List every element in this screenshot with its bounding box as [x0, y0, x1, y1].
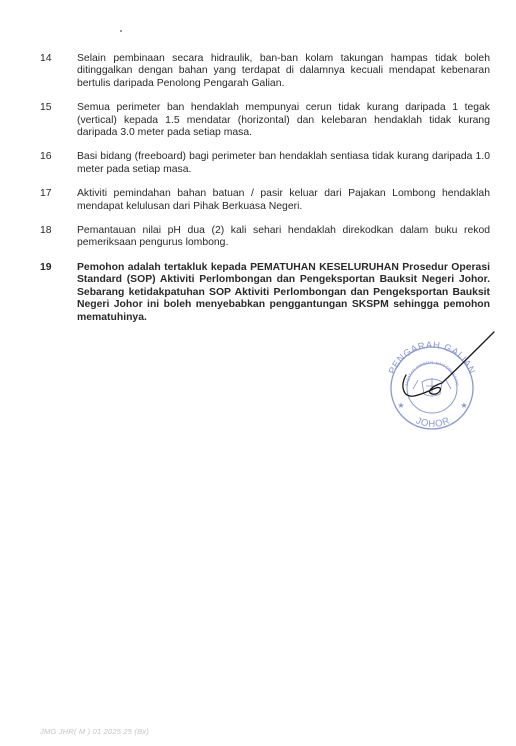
clause-number: 17	[40, 188, 52, 200]
svg-text:JOHOR	[414, 415, 452, 429]
clause-17	[40, 188, 490, 213]
clause-number: 14	[40, 53, 52, 64]
clause-number: 19	[40, 261, 52, 273]
svg-text:PENGARAH GALIAN	[387, 340, 477, 376]
clause-text: Basi bidang (freeboard) bagi perimeter ban hendaklah sentiasa tidak kurang daripada 1.0 meter pada setiap masa.	[77, 151, 490, 175]
signature	[403, 332, 494, 396]
stamp-inner-text: JABATAN MINERAL DAN GEOSAINS	[404, 359, 460, 387]
clause-text: Pemohon adalah tertakluk kepada PEMATUHAN KESELURUHAN Prosedur Operasi Standard (SOP) Aktiviti Perlombongan dan Pengeksportan Bauksit Negeri Johor. Sebarang ketidakpatuhan SOP Aktiviti Perlombongan dan Pengeksportan Bauksit Negeri Johor ini boleh menyebabkan penggantungan SKSPM sehingga pemohon mematuhinya.	[77, 261, 490, 323]
clause-number: 18	[40, 225, 52, 237]
stamp-seal	[387, 340, 477, 430]
stamp-star-left-icon: ★	[397, 401, 405, 410]
clause-text: Selain pembinaan secara hidraulik, ban-ban kolam takungan hampas tidak boleh ditinggalkan dengan bahan yang terdapat di dalamnya kecuali mendapat kebenaran bertulis daripada Penolong Pengarah Galian.	[77, 53, 490, 89]
clause-list	[40, 53, 490, 336]
clause-number: 15	[40, 102, 52, 114]
clause-15	[40, 102, 490, 139]
clause-text: Semua perimeter ban hendaklah mempunyai cerun tidak kurang daripada 1 tegak (vertical) kepada 1.5 mendatar (horizontal) dan kelebaran hendaklah tidak kurang daripada 3.0 meter pada setiap masa.	[77, 102, 490, 139]
stamp-star-right-icon: ★	[460, 401, 468, 410]
stamp-bottom-text: JOHOR	[414, 415, 452, 430]
clause-19	[40, 262, 490, 324]
footer-reference: JMG JHR( M ) 01 2025 25 (Bx)	[40, 727, 149, 736]
stray-mark	[120, 30, 122, 32]
clause-number: 16	[40, 151, 52, 163]
stamp-top-text: PENGARAH GALIAN	[386, 339, 478, 376]
official-stamp	[372, 328, 496, 430]
clause-text: Aktiviti pemindahan bahan batuan / pasir keluar dari Pajakan Lombong hendaklah mendapat kelulusan dari Pihak Berkuasa Negeri.	[77, 188, 490, 212]
clause-text: Pemantauan nilai pH dua (2) kali sehari hendaklah direkodkan dalam buku rekod pemeriksaan pengurus lombong.	[77, 225, 490, 249]
clause-18	[40, 225, 490, 250]
clause-16	[40, 151, 490, 176]
clause-14	[40, 53, 490, 90]
